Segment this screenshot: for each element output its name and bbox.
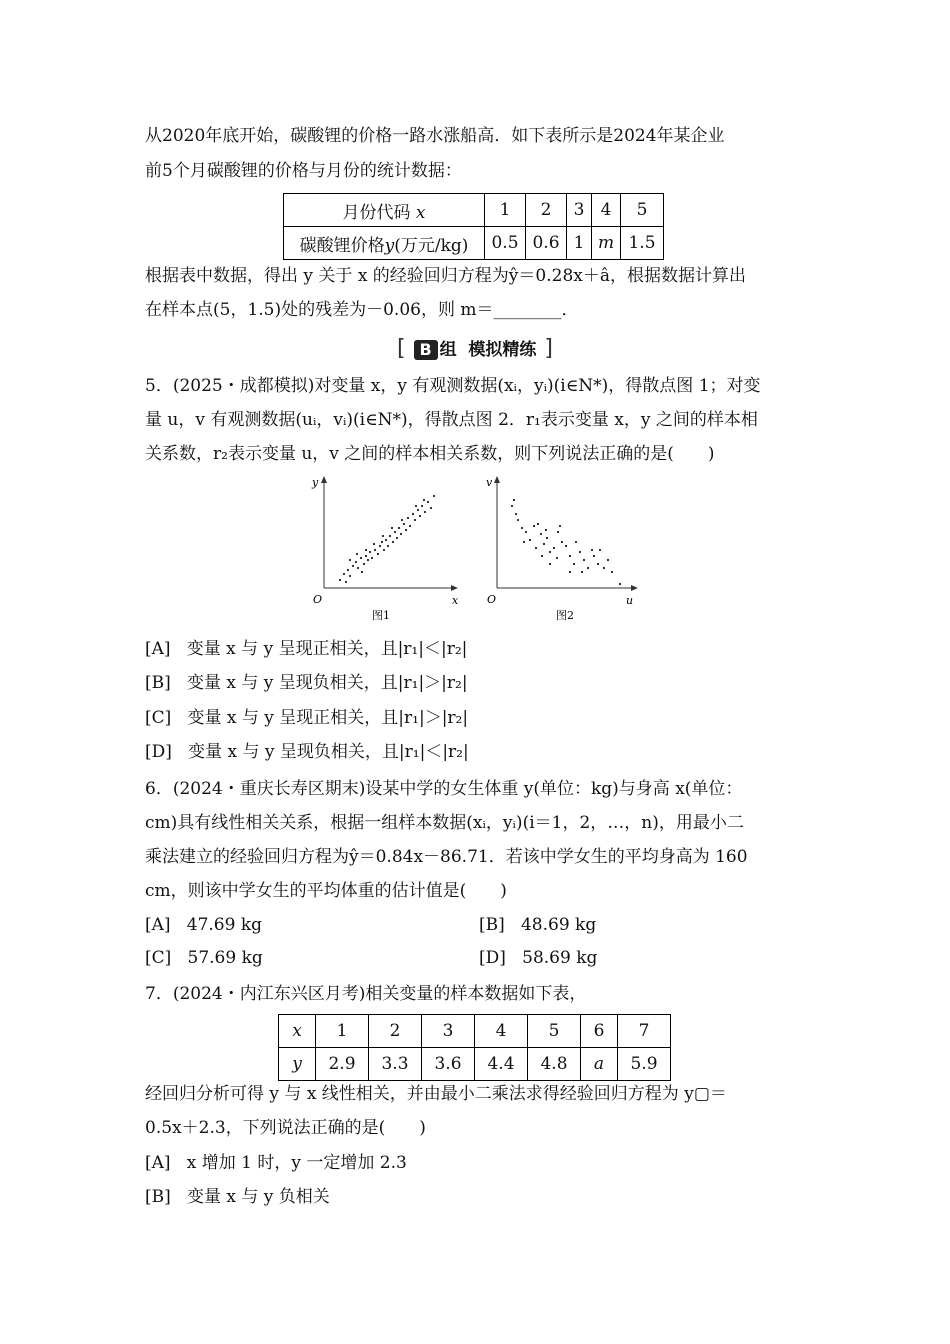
q7-table <box>278 1014 671 1081</box>
fig1-origin: O <box>313 593 323 606</box>
scatter-point <box>412 513 414 515</box>
q4-cell: 2 <box>526 194 567 227</box>
scatter-point <box>381 541 383 543</box>
scatter-point <box>369 551 371 553</box>
q4-cell: 5 <box>621 194 664 227</box>
scatter-point <box>607 559 609 561</box>
scatter-point <box>569 571 571 573</box>
fig1-points <box>339 495 435 583</box>
q5-option-b[interactable]: [B] 变量 x 与 y 呈现负相关，且|r₁|＞|r₂| <box>145 673 468 693</box>
scatter-point <box>430 507 432 509</box>
scatter-point <box>603 567 605 569</box>
fig1-caption: 图1 <box>372 609 390 622</box>
scatter-point <box>367 559 369 561</box>
q7-cell: 5.9 <box>618 1048 671 1081</box>
q4-cell: 1.5 <box>621 227 664 260</box>
scatter-point <box>593 555 595 557</box>
scatter-point <box>394 531 396 533</box>
scatter-point <box>513 499 515 501</box>
scatter-point <box>391 527 393 529</box>
scatter-point <box>619 583 621 585</box>
scatter-point <box>365 555 367 557</box>
scatter-point <box>363 563 365 565</box>
section-heading <box>0 335 950 361</box>
q7-cell: 5 <box>528 1015 581 1048</box>
table-row <box>279 1048 671 1081</box>
scatter-point <box>360 557 362 559</box>
q4-cell: 4 <box>592 194 621 227</box>
scatter-point <box>419 515 421 517</box>
scatter-point <box>415 505 417 507</box>
q7-y-header: y <box>279 1048 316 1081</box>
scatter-point <box>417 509 419 511</box>
scatter-point <box>383 549 385 551</box>
q6-option-a[interactable]: [A] 47.69 kg <box>145 915 263 935</box>
q6-option-b[interactable]: [B] 48.69 kg <box>479 915 597 935</box>
scatter-point <box>587 567 589 569</box>
scatter-point <box>581 571 583 573</box>
scatter-point <box>559 525 561 527</box>
scatter-point <box>521 527 523 529</box>
q4-cell: 0.5 <box>485 227 526 260</box>
q7-x-header: x <box>279 1015 316 1048</box>
scatter-point <box>414 519 416 521</box>
q7-cell: 2 <box>369 1015 422 1048</box>
q5-line2: 量 u，v 有观测数据(uᵢ，vᵢ)(i∈N*)，得散点图 2．r₁表示变量 x，y 之间的样本相 <box>145 410 758 430</box>
scatter-point <box>549 551 551 553</box>
scatter-point <box>405 529 407 531</box>
fig1-x-arrow <box>451 585 458 591</box>
fig1-y-arrow <box>321 476 327 483</box>
scatter-point <box>385 539 387 541</box>
q5-line3: 关系数，r₂表示变量 u，v 之间的样本相关系数，则下列说法正确的是( ) <box>145 444 715 464</box>
scatter-point <box>525 531 527 533</box>
fig1-y-label: y <box>312 476 319 489</box>
scatter-point <box>407 517 409 519</box>
scatter-point <box>374 549 376 551</box>
q6-line3: 乘法建立的经验回归方程为ŷ＝0.84x－86.71．若该中学女生的平均身高为 160 <box>145 847 748 867</box>
scatter-point <box>549 563 551 565</box>
scatter-point <box>377 553 379 555</box>
scatter-point <box>398 527 400 529</box>
scatter-point <box>565 545 567 547</box>
q4-cell: 1 <box>567 227 592 260</box>
scatter-point <box>573 563 575 565</box>
q5-line1: 5．(2025・成都模拟)对变量 x，y 有观测数据(xᵢ，yᵢ)(i∈N*)，得散点图 1；对变 <box>145 376 761 396</box>
scatter-point <box>543 543 545 545</box>
scatter-point <box>382 535 384 537</box>
q7-cell: 3.6 <box>422 1048 475 1081</box>
q7-cell: 6 <box>581 1015 618 1048</box>
q5-option-d[interactable]: [D] 变量 x 与 y 呈现负相关，且|r₁|＜|r₂| <box>145 742 469 762</box>
q7-cell: 4.8 <box>528 1048 581 1081</box>
scatter-point <box>575 541 577 543</box>
q7-option-b[interactable]: [B] 变量 x 与 y 负相关 <box>145 1187 330 1207</box>
scatter-point <box>611 571 613 573</box>
q5-option-c[interactable]: [C] 变量 x 与 y 呈现正相关，且|r₁|＞|r₂| <box>145 708 469 728</box>
q6-option-c[interactable]: [C] 57.69 kg <box>145 948 263 968</box>
q6-line1: 6．(2024・重庆长寿区期末)设某中学的女生体重 y(单位：kg)与身高 x(单位： <box>145 779 743 799</box>
fig2-caption: 图2 <box>556 609 574 622</box>
scatter-point <box>352 565 354 567</box>
scatter-point <box>533 525 535 527</box>
fig2-x-arrow <box>631 585 638 591</box>
scatter-point <box>349 575 351 577</box>
q4-cell: m <box>592 227 621 260</box>
scatter-point <box>389 535 391 537</box>
q7-cell: 1 <box>316 1015 369 1048</box>
scatter-point <box>373 543 375 545</box>
q7-line3: 0.5x＋2.3，下列说法正确的是( ) <box>145 1118 426 1138</box>
scatter-point <box>345 581 347 583</box>
right-bracket: ] <box>544 336 554 361</box>
scatter-point <box>371 557 373 559</box>
q4-row1-header: 月份代码 x <box>284 194 485 227</box>
q4-after-line1: 根据表中数据，得出 y 关于 x 的经验回归方程为ŷ＝0.28x＋â，根据数据计算出 <box>145 266 746 286</box>
scatter-point <box>409 525 411 527</box>
scatter-point <box>392 541 394 543</box>
q6-line2: cm)具有线性相关关系，根据一组样本数据(xᵢ，yᵢ)(i＝1，2，…，n)，用最小二 <box>145 813 744 833</box>
q6-line4: cm，则该中学女生的平均体重的估计值是( ) <box>145 881 507 901</box>
table-row <box>284 194 664 227</box>
scatter-point <box>365 549 367 551</box>
fig2-origin: O <box>487 593 497 606</box>
scatter-point <box>396 537 398 539</box>
scatter-point <box>561 541 563 543</box>
scatter-point <box>540 533 542 535</box>
scatter-point <box>387 545 389 547</box>
scatter-point <box>433 495 435 497</box>
q7-line1: 7．(2024・内江东兴区月考)相关变量的样本数据如下表， <box>145 984 587 1004</box>
q4-table <box>283 193 664 260</box>
scatter-figures <box>300 472 650 627</box>
q4-row2-header: 碳酸锂价格y(万元/kg) <box>284 227 485 260</box>
q5-option-a[interactable]: [A] 变量 x 与 y 呈现正相关，且|r₁|＜|r₂| <box>145 639 468 659</box>
q4-after-line2: 在样本点(5，1.5)处的残差为－0.06，则 m＝________． <box>145 300 579 320</box>
scatter-point <box>401 519 403 521</box>
scatter-point <box>579 551 581 553</box>
q7-cell: 4 <box>475 1015 528 1048</box>
scatter-point <box>343 573 345 575</box>
q7-cell: 3.3 <box>369 1048 422 1081</box>
scatter-point <box>339 579 341 581</box>
scatter-point <box>553 547 555 549</box>
scatter-point <box>423 499 425 501</box>
section-title: 模拟精练 <box>468 340 537 360</box>
q4-intro-line1: 从2020年底开始，碳酸锂的价格一路水涨船高．如下表所示是2024年某企业 <box>145 126 725 146</box>
scatter-point <box>569 555 571 557</box>
q7-option-a[interactable]: [A] x 增加 1 时，y 一定增加 2.3 <box>145 1153 407 1173</box>
scatter-point <box>599 549 601 551</box>
scatter-plot-2 <box>486 476 638 622</box>
table-row <box>279 1015 671 1048</box>
scatter-point <box>523 541 525 543</box>
scatter-point <box>583 559 585 561</box>
scatter-point <box>515 513 517 515</box>
scatter-point <box>537 523 539 525</box>
scatter-point <box>356 553 358 555</box>
q4-cell: 1 <box>485 194 526 227</box>
scatter-point <box>546 537 548 539</box>
q4-cell: 0.6 <box>526 227 567 260</box>
q7-cell: 2.9 <box>316 1048 369 1081</box>
scatter-point <box>541 555 543 557</box>
scatter-point <box>347 569 349 571</box>
scatter-point <box>529 539 531 541</box>
fig2-points <box>511 499 621 585</box>
scatter-point <box>535 547 537 549</box>
scatter-point <box>517 519 519 521</box>
q4-cell: 3 <box>567 194 592 227</box>
scatter-point <box>556 557 558 559</box>
fig2-y-arrow <box>494 476 500 483</box>
scatter-point <box>349 559 351 561</box>
scatter-point <box>355 561 357 563</box>
q7-cell: 7 <box>618 1015 671 1048</box>
q7-cell: 4.4 <box>475 1048 528 1081</box>
scatter-point <box>591 549 593 551</box>
scatter-plot-1 <box>311 476 459 622</box>
scatter-point <box>361 571 363 573</box>
scatter-point <box>511 505 513 507</box>
q4-intro-line2: 前5个月碳酸锂的价格与月份的统计数据： <box>145 161 462 181</box>
scatter-point <box>427 501 429 503</box>
fig2-x-label: u <box>626 594 634 607</box>
scatter-point <box>424 511 426 513</box>
scatter-point <box>379 545 381 547</box>
fig1-x-label: x <box>452 594 459 607</box>
scatter-point <box>421 505 423 507</box>
scatter-point <box>557 531 559 533</box>
scatter-point <box>403 523 405 525</box>
table-row <box>284 227 664 260</box>
group-label: 组 <box>439 340 457 360</box>
group-badge: B <box>414 340 438 360</box>
q7-cell: 3 <box>422 1015 475 1048</box>
q7-line2: 经回归分析可得 y 与 x 线性相关，并由最小二乘法求得经验回归方程为 y▢＝ <box>145 1084 727 1104</box>
scatter-point <box>597 563 599 565</box>
q7-cell: a <box>581 1048 618 1081</box>
fig2-y-label: v <box>486 476 493 489</box>
left-bracket: [ <box>396 336 406 361</box>
scatter-point <box>545 529 547 531</box>
scatter-point <box>400 533 402 535</box>
scatter-point <box>357 567 359 569</box>
q6-option-d[interactable]: [D] 58.69 kg <box>479 948 598 968</box>
